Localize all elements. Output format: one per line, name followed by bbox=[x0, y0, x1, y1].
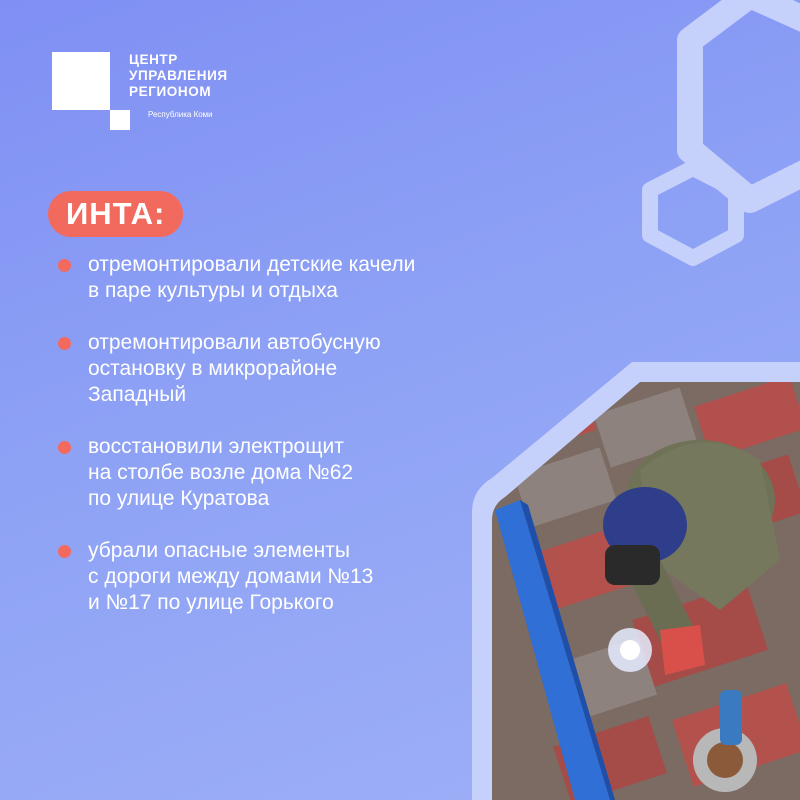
logo bbox=[52, 52, 252, 142]
list-item bbox=[56, 538, 496, 616]
list-item bbox=[56, 330, 496, 408]
list-item-text: убрали опасные элементы с дороги между домами №13 и №17 по улице Горького bbox=[88, 539, 374, 614]
logo-square-large bbox=[52, 52, 110, 110]
logo-title bbox=[129, 52, 228, 100]
city-heading: ИНТА: bbox=[48, 191, 183, 237]
bullet-dot-icon bbox=[58, 259, 71, 272]
list-item bbox=[56, 252, 496, 304]
logo-line-3: РЕГИОНОМ bbox=[129, 84, 212, 99]
bullet-dot-icon bbox=[58, 441, 71, 454]
logo-subtitle: Республика Коми bbox=[148, 110, 213, 119]
logo-line-2: УПРАВЛЕНИЯ bbox=[129, 68, 228, 83]
list-item bbox=[56, 434, 496, 512]
work-list bbox=[56, 252, 496, 642]
logo-square-small bbox=[110, 110, 130, 130]
list-item-text: отремонтировали детские качели в паре культуры и отдыха bbox=[88, 253, 416, 302]
bullet-dot-icon bbox=[58, 337, 71, 350]
bullet-dot-icon bbox=[58, 545, 71, 558]
list-item-text: восстановили электрощит на столбе возле дома №62 по улице Куратова bbox=[88, 435, 354, 510]
list-item-text: отремонтировали автобусную остановку в микрорайоне Западный bbox=[88, 331, 381, 406]
logo-line-1: ЦЕНТР bbox=[129, 52, 178, 67]
